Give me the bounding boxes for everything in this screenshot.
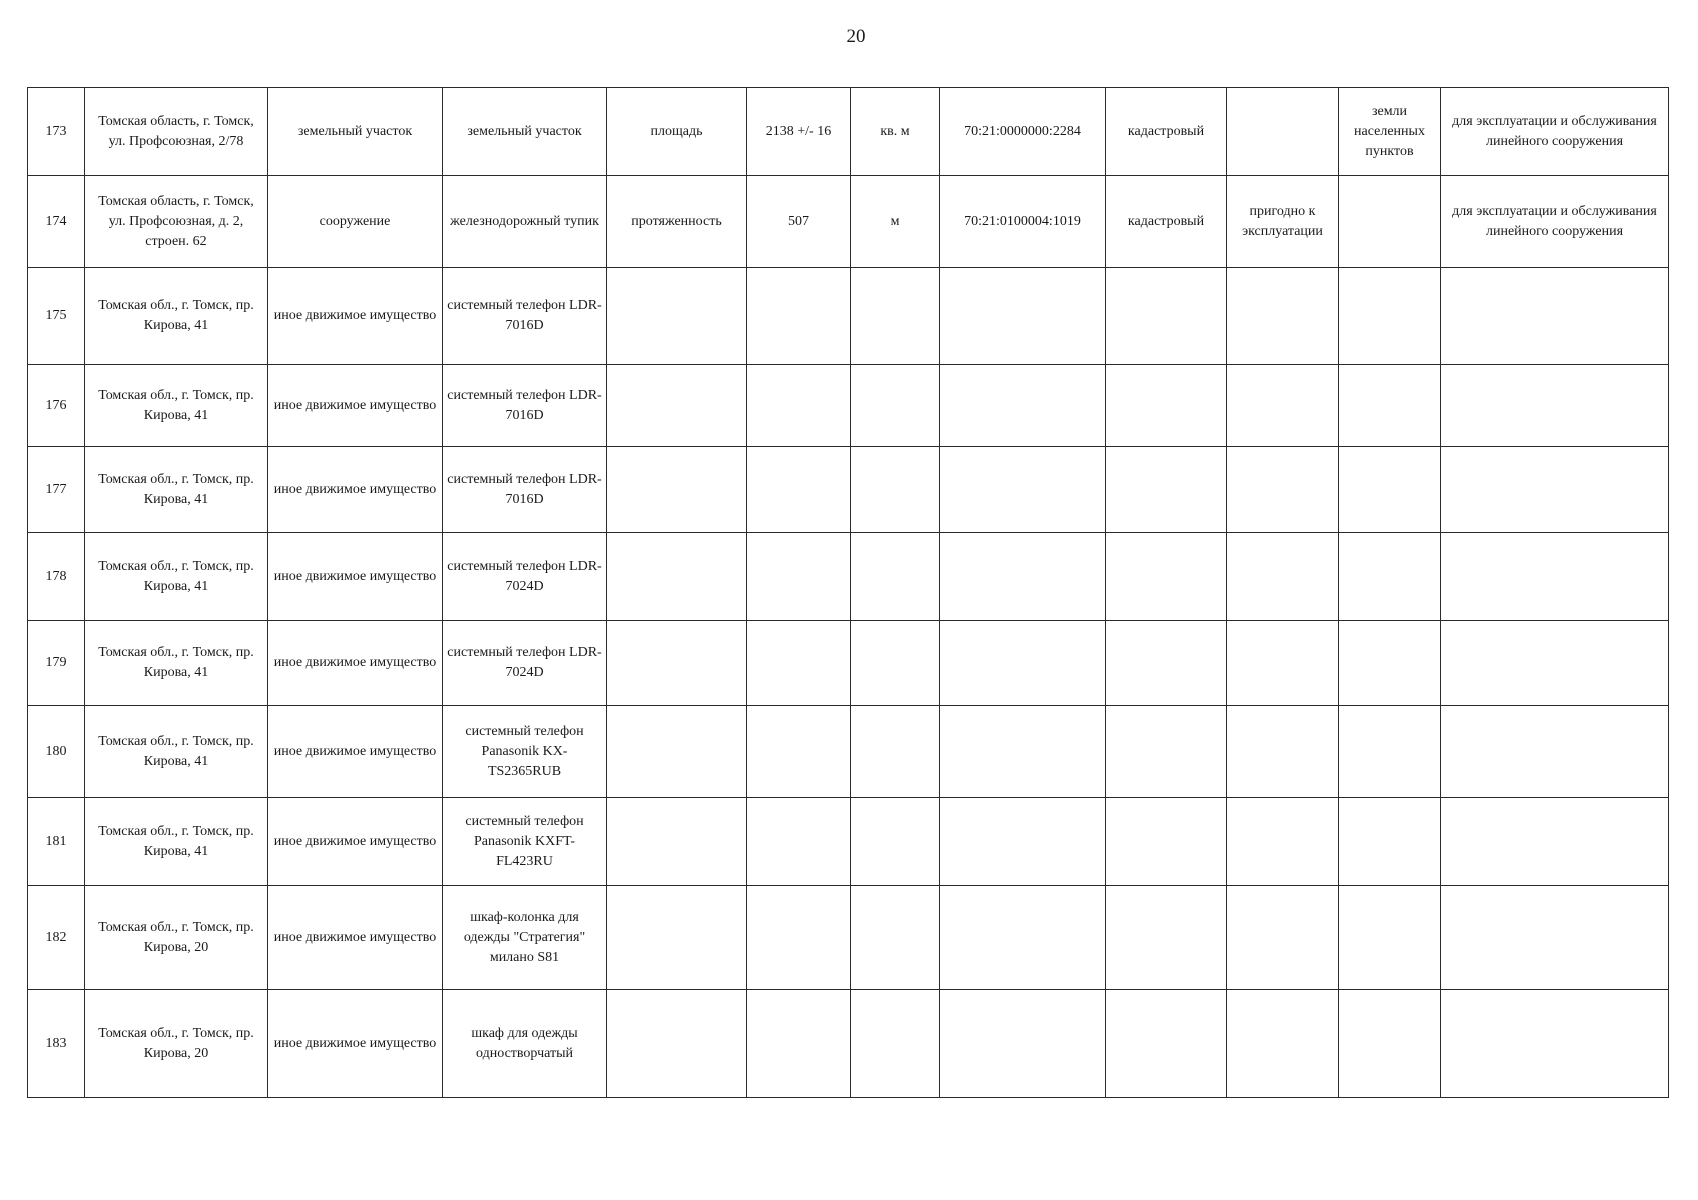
cell-purpose xyxy=(1441,447,1669,533)
cell-name: системный телефон Panasonik KXFT-FL423RU xyxy=(443,798,607,886)
cell-cadastral-number xyxy=(940,447,1106,533)
cell-number-type xyxy=(1106,365,1227,447)
cell-purpose xyxy=(1441,798,1669,886)
cell-number: 174 xyxy=(28,176,85,268)
cell-number-type xyxy=(1106,706,1227,798)
cell-unit xyxy=(851,447,940,533)
cell-name: системный телефон LDR-7016D xyxy=(443,365,607,447)
cell-cadastral-number xyxy=(940,886,1106,990)
cell-name: системный телефон LDR-7016D xyxy=(443,268,607,365)
cell-unit: кв. м xyxy=(851,88,940,176)
cell-unit xyxy=(851,365,940,447)
cell-type: иное движимое имущество xyxy=(268,990,443,1098)
cell-number-type xyxy=(1106,990,1227,1098)
cell-parameter: площадь xyxy=(607,88,747,176)
cell-address: Томская обл., г. Томск, пр. Кирова, 41 xyxy=(85,621,268,706)
table-row xyxy=(28,798,1669,886)
cell-name: железнодорожный тупик xyxy=(443,176,607,268)
cell-number-type xyxy=(1106,621,1227,706)
cell-unit xyxy=(851,533,940,621)
cell-cadastral-number xyxy=(940,533,1106,621)
cell-number: 180 xyxy=(28,706,85,798)
cell-type: иное движимое имущество xyxy=(268,268,443,365)
cell-type: иное движимое имущество xyxy=(268,365,443,447)
cell-address: Томская обл., г. Томск, пр. Кирова, 41 xyxy=(85,447,268,533)
cell-purpose xyxy=(1441,621,1669,706)
cell-cadastral-number xyxy=(940,365,1106,447)
cell-unit xyxy=(851,990,940,1098)
cell-value: 2138 +/- 16 xyxy=(747,88,851,176)
cell-land-category xyxy=(1339,365,1441,447)
cell-number-type: кадастровый xyxy=(1106,88,1227,176)
cell-type: иное движимое имущество xyxy=(268,447,443,533)
cell-number: 181 xyxy=(28,798,85,886)
cell-number-type xyxy=(1106,533,1227,621)
property-registry-table xyxy=(27,87,1669,1098)
cell-condition xyxy=(1227,706,1339,798)
cell-condition xyxy=(1227,798,1339,886)
cell-value xyxy=(747,533,851,621)
cell-type: сооружение xyxy=(268,176,443,268)
cell-value xyxy=(747,990,851,1098)
cell-purpose xyxy=(1441,533,1669,621)
cell-purpose: для эксплуатации и обслуживания линейного сооружения xyxy=(1441,176,1669,268)
cell-parameter xyxy=(607,798,747,886)
cell-name: системный телефон LDR-7016D xyxy=(443,447,607,533)
cell-purpose xyxy=(1441,886,1669,990)
cell-cadastral-number xyxy=(940,798,1106,886)
cell-condition xyxy=(1227,268,1339,365)
cell-parameter: протяженность xyxy=(607,176,747,268)
cell-condition xyxy=(1227,533,1339,621)
cell-purpose xyxy=(1441,990,1669,1098)
cell-name: системный телефон Panasonik KX-TS2365RUB xyxy=(443,706,607,798)
cell-number: 179 xyxy=(28,621,85,706)
table-row xyxy=(28,706,1669,798)
cell-name: земельный участок xyxy=(443,88,607,176)
cell-land-category xyxy=(1339,176,1441,268)
cell-land-category xyxy=(1339,798,1441,886)
cell-type: иное движимое имущество xyxy=(268,706,443,798)
cell-address: Томская обл., г. Томск, пр. Кирова, 41 xyxy=(85,268,268,365)
cell-unit xyxy=(851,621,940,706)
cell-number: 183 xyxy=(28,990,85,1098)
cell-address: Томская обл., г. Томск, пр. Кирова, 41 xyxy=(85,365,268,447)
cell-land-category xyxy=(1339,533,1441,621)
table-row xyxy=(28,365,1669,447)
cell-number: 175 xyxy=(28,268,85,365)
cell-land-category xyxy=(1339,990,1441,1098)
cell-land-category xyxy=(1339,621,1441,706)
cell-condition xyxy=(1227,886,1339,990)
cell-number: 177 xyxy=(28,447,85,533)
cell-number-type xyxy=(1106,886,1227,990)
cell-cadastral-number xyxy=(940,621,1106,706)
cell-value xyxy=(747,798,851,886)
cell-name: шкаф для одежды одностворчатый xyxy=(443,990,607,1098)
cell-parameter xyxy=(607,706,747,798)
cell-purpose xyxy=(1441,268,1669,365)
cell-parameter xyxy=(607,365,747,447)
cell-value xyxy=(747,706,851,798)
cell-name: системный телефон LDR-7024D xyxy=(443,533,607,621)
cell-number: 176 xyxy=(28,365,85,447)
cell-number-type xyxy=(1106,447,1227,533)
cell-address: Томская обл., г. Томск, пр. Кирова, 41 xyxy=(85,533,268,621)
cell-cadastral-number xyxy=(940,268,1106,365)
cell-address: Томская обл., г. Томск, пр. Кирова, 41 xyxy=(85,706,268,798)
cell-parameter xyxy=(607,533,747,621)
cell-value xyxy=(747,365,851,447)
table-row xyxy=(28,268,1669,365)
cell-parameter xyxy=(607,621,747,706)
cell-name: шкаф-колонка для одежды "Стратегия" милано S81 xyxy=(443,886,607,990)
table-row xyxy=(28,176,1669,268)
table-row xyxy=(28,447,1669,533)
cell-unit xyxy=(851,268,940,365)
table-row xyxy=(28,621,1669,706)
cell-parameter xyxy=(607,886,747,990)
cell-number: 178 xyxy=(28,533,85,621)
cell-cadastral-number: 70:21:0000000:2284 xyxy=(940,88,1106,176)
table-row xyxy=(28,990,1669,1098)
cell-land-category: земли населенных пунктов xyxy=(1339,88,1441,176)
cell-unit xyxy=(851,886,940,990)
table-row xyxy=(28,886,1669,990)
cell-number: 173 xyxy=(28,88,85,176)
cell-land-category xyxy=(1339,268,1441,365)
cell-value xyxy=(747,621,851,706)
cell-unit xyxy=(851,706,940,798)
cell-address: Томская область, г. Томск, ул. Профсоюзная, д. 2, строен. 62 xyxy=(85,176,268,268)
cell-condition: пригодно к эксплуатации xyxy=(1227,176,1339,268)
cell-condition xyxy=(1227,365,1339,447)
table-row xyxy=(28,533,1669,621)
cell-purpose: для эксплуатации и обслуживания линейного сооружения xyxy=(1441,88,1669,176)
cell-land-category xyxy=(1339,706,1441,798)
cell-type: иное движимое имущество xyxy=(268,621,443,706)
cell-number-type xyxy=(1106,798,1227,886)
cell-condition xyxy=(1227,447,1339,533)
cell-number-type xyxy=(1106,268,1227,365)
cell-value: 507 xyxy=(747,176,851,268)
cell-address: Томская обл., г. Томск, пр. Кирова, 20 xyxy=(85,990,268,1098)
cell-condition xyxy=(1227,88,1339,176)
cell-address: Томская обл., г. Томск, пр. Кирова, 41 xyxy=(85,798,268,886)
cell-cadastral-number xyxy=(940,706,1106,798)
cell-condition xyxy=(1227,621,1339,706)
cell-number-type: кадастровый xyxy=(1106,176,1227,268)
cell-unit xyxy=(851,798,940,886)
cell-type: земельный участок xyxy=(268,88,443,176)
cell-name: системный телефон LDR-7024D xyxy=(443,621,607,706)
cell-parameter xyxy=(607,268,747,365)
cell-purpose xyxy=(1441,365,1669,447)
cell-address: Томская область, г. Томск, ул. Профсоюзная, 2/78 xyxy=(85,88,268,176)
cell-purpose xyxy=(1441,706,1669,798)
cell-type: иное движимое имущество xyxy=(268,798,443,886)
cell-land-category xyxy=(1339,886,1441,990)
cell-value xyxy=(747,447,851,533)
table-row xyxy=(28,88,1669,176)
cell-address: Томская обл., г. Томск, пр. Кирова, 20 xyxy=(85,886,268,990)
cell-unit: м xyxy=(851,176,940,268)
cell-cadastral-number: 70:21:0100004:1019 xyxy=(940,176,1106,268)
cell-type: иное движимое имущество xyxy=(268,533,443,621)
cell-type: иное движимое имущество xyxy=(268,886,443,990)
cell-cadastral-number xyxy=(940,990,1106,1098)
cell-condition xyxy=(1227,990,1339,1098)
cell-parameter xyxy=(607,990,747,1098)
cell-parameter xyxy=(607,447,747,533)
page-number: 20 xyxy=(846,26,866,47)
cell-number: 182 xyxy=(28,886,85,990)
cell-value xyxy=(747,268,851,365)
cell-land-category xyxy=(1339,447,1441,533)
cell-value xyxy=(747,886,851,990)
